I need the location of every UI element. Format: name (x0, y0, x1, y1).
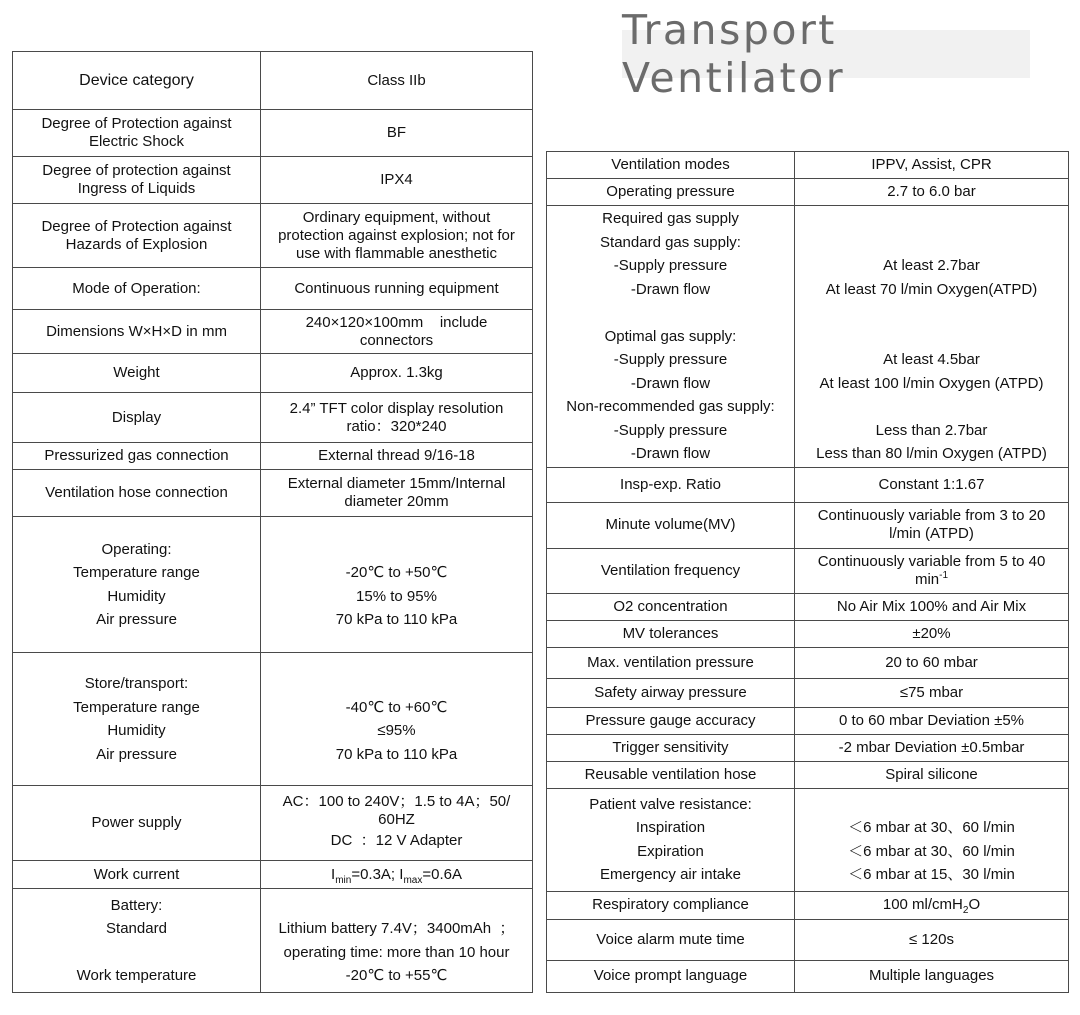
spec-label: Degree of protection against Ingress of Liquids (13, 157, 261, 204)
spec-value: No Air Mix 100% and Air Mix (795, 593, 1069, 620)
spec-label: Minute volume(MV) (547, 502, 795, 548)
spec-value: IPX4 (261, 157, 533, 204)
table-row (547, 620, 1069, 647)
spec-label: Degree of Protection against Electric Shock (13, 110, 261, 157)
table-row (13, 52, 533, 110)
spec-label: Operating: Temperature range Humidity Air pressure (13, 517, 261, 653)
table-row (13, 354, 533, 393)
spec-value: IPPV, Assist, CPR (795, 152, 1069, 179)
spec-label: Ventilation modes (547, 152, 795, 179)
spec-label: Weight (13, 354, 261, 393)
spec-label: Trigger sensitivity (547, 734, 795, 761)
spec-value: -2 mbar Deviation ±0.5mbar (795, 734, 1069, 761)
spec-label: Insp-exp. Ratio (547, 467, 795, 502)
spec-value: External thread 9/16-18 (261, 443, 533, 470)
spec-value: ≤75 mbar (795, 678, 1069, 707)
spec-value: Class IIb (261, 52, 533, 110)
spec-label: Voice alarm mute time (547, 919, 795, 960)
spec-value: Continuously variable from 3 to 20 l/min (ATPD) (795, 502, 1069, 548)
table-row (547, 678, 1069, 707)
table-row (547, 788, 1069, 891)
table-row (13, 157, 533, 204)
spec-value: Lithium battery 7.4V；3400mAh ； operating time: more than 10 hour -20℃ to +55℃ (261, 889, 533, 993)
page-title: Transport Ventilator (622, 30, 1030, 78)
spec-label: Voice prompt language (547, 960, 795, 992)
right-spec-table (546, 151, 1069, 993)
table-row (13, 204, 533, 268)
spec-value: External diameter 15mm/Internal diameter 20mm (261, 470, 533, 517)
table-row (13, 889, 533, 993)
table-row (547, 960, 1069, 992)
spec-value: At least 2.7bar At least 70 l/min Oxygen(ATPD) At least 4.5bar At least 100 l/min Oxygen (ATPD) Less than 2.7bar Less than 80 l/min Oxygen (ATPD) (795, 206, 1069, 468)
table-row (547, 761, 1069, 788)
spec-value: 2.4” TFT color display resolution ratio：320*240 (261, 393, 533, 443)
table-row (13, 653, 533, 786)
spec-label: Safety airway pressure (547, 678, 795, 707)
spec-value: BF (261, 110, 533, 157)
spec-label: Reusable ventilation hose (547, 761, 795, 788)
spec-value: 0 to 60 mbar Deviation ±5% (795, 707, 1069, 734)
table-row (547, 502, 1069, 548)
spec-value: 240×120×100mm include connectors (261, 310, 533, 354)
spec-label: Dimensions W×H×D in mm (13, 310, 261, 354)
table-row (13, 470, 533, 517)
spec-label: Respiratory compliance (547, 891, 795, 919)
spec-value: ＜6 mbar at 30、60 l/min ＜6 mbar at 30、60 l/min ＜6 mbar at 15、30 l/min (795, 788, 1069, 891)
spec-value: 100 ml/cmH$_2$O (795, 891, 1069, 919)
spec-label: Ventilation frequency (547, 548, 795, 593)
spec-label: Mode of Operation: (13, 268, 261, 310)
spec-value: Continuously variable from 5 to 40 $\min^{-1}$ (795, 548, 1069, 593)
table-row (13, 110, 533, 157)
spec-label: Battery: Standard Work temperature (13, 889, 261, 993)
spec-label: Pressure gauge accuracy (547, 707, 795, 734)
spec-label: Operating pressure (547, 179, 795, 206)
spec-value: AC：100 to 240V；1.5 to 4A；50/ 60HZ DC ：12 V Adapter (261, 786, 533, 861)
table-row (547, 467, 1069, 502)
spec-label: Work current (13, 861, 261, 889)
spec-value: ≤ 120s (795, 919, 1069, 960)
spec-label: O2 concentration (547, 593, 795, 620)
spec-label: MV tolerances (547, 620, 795, 647)
spec-value: 2.7 to 6.0 bar (795, 179, 1069, 206)
table-row (13, 786, 533, 861)
left-spec-table (12, 51, 533, 993)
spec-label: Ventilation hose connection (13, 470, 261, 517)
spec-label: Device category (13, 52, 261, 110)
table-row (547, 548, 1069, 593)
spec-value: $I_{min}=0.3A$; $I_{max}=0.6A$ (261, 861, 533, 889)
table-row (547, 152, 1069, 179)
spec-value: Continuous running equipment (261, 268, 533, 310)
table-row (13, 268, 533, 310)
spec-value: -20℃ to +50℃ 15% to 95% 70 kPa to 110 kPa (261, 517, 533, 653)
spec-value: Ordinary equipment, without protection against explosion; not for use with flammable anesthetic (261, 204, 533, 268)
table-row (547, 647, 1069, 678)
spec-label: Display (13, 393, 261, 443)
table-row (547, 919, 1069, 960)
table-row (13, 310, 533, 354)
table-row (13, 517, 533, 653)
table-row (547, 206, 1069, 468)
spec-value: ±20% (795, 620, 1069, 647)
spec-value: Constant 1:1.67 (795, 467, 1069, 502)
spec-label: Patient valve resistance: Inspiration Expiration Emergency air intake (547, 788, 795, 891)
table-row (13, 443, 533, 470)
table-row (547, 734, 1069, 761)
spec-label: Power supply (13, 786, 261, 861)
spec-value: Multiple languages (795, 960, 1069, 992)
spec-value: Approx. 1.3kg (261, 354, 533, 393)
table-row (547, 179, 1069, 206)
spec-value: 20 to 60 mbar (795, 647, 1069, 678)
table-row (547, 707, 1069, 734)
spec-label: Degree of Protection against Hazards of Explosion (13, 204, 261, 268)
table-row (13, 861, 533, 889)
spec-label: Store/transport: Temperature range Humidity Air pressure (13, 653, 261, 786)
spec-label: Max. ventilation pressure (547, 647, 795, 678)
spec-value: -40℃ to +60℃ ≤95% 70 kPa to 110 kPa (261, 653, 533, 786)
spec-value: Spiral silicone (795, 761, 1069, 788)
spec-label: Pressurized gas connection (13, 443, 261, 470)
table-row (547, 891, 1069, 919)
spec-label: Required gas supply Standard gas supply: -Supply pressure -Drawn flow Optimal gas supply: -Supply pressure -Drawn flow Non-recommended gas supply: -Supply pressure -Drawn flow (547, 206, 795, 468)
table-row (13, 393, 533, 443)
table-row (547, 593, 1069, 620)
